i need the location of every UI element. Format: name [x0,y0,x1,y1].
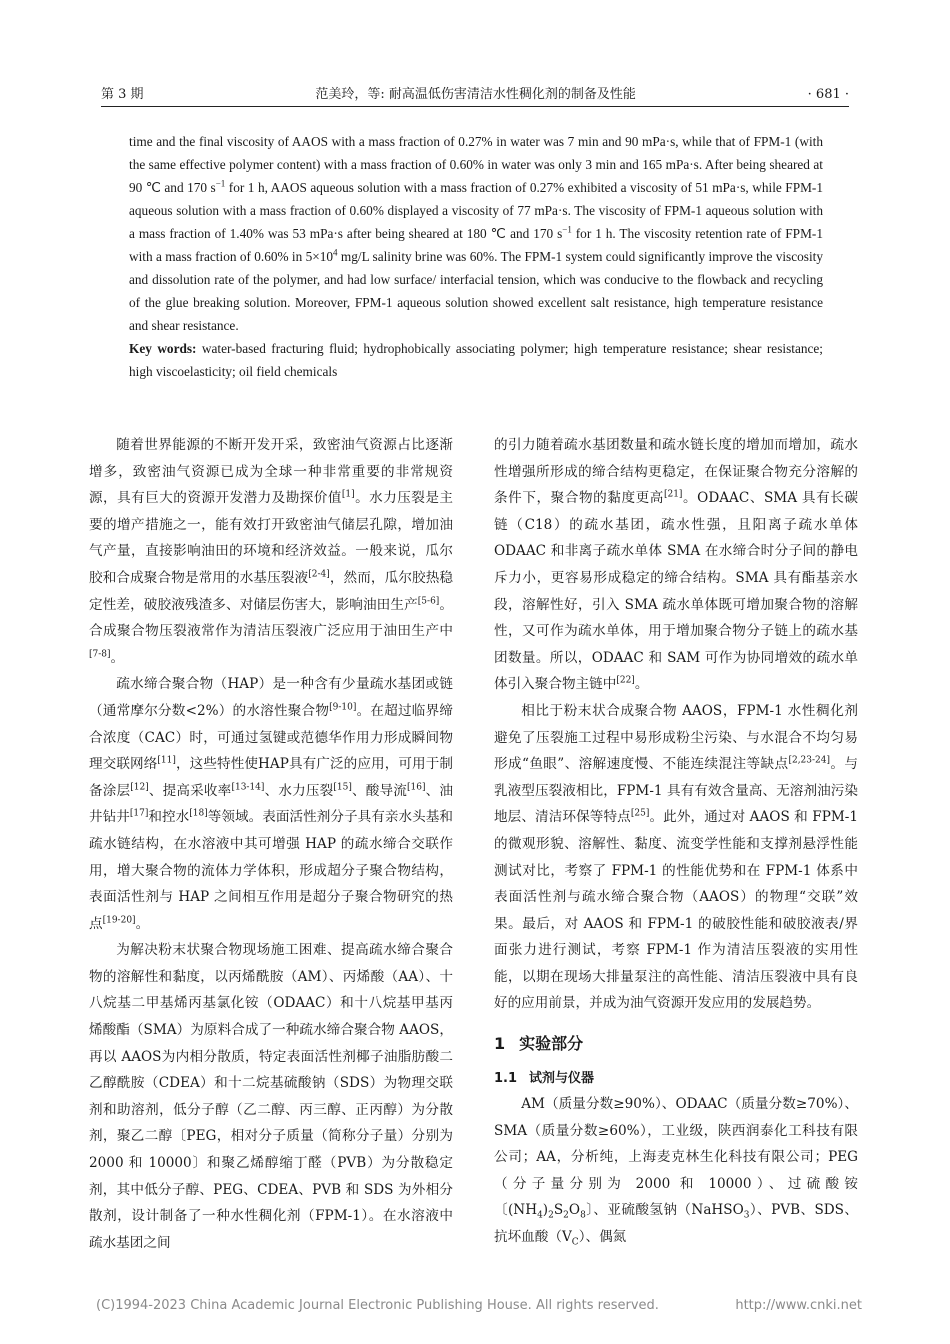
running-title: 范美玲，等: 耐高温低伤害清洁水性稠化剂的制备及性能 [315,87,636,102]
copyright-notice: (C)1994-2023 China Academic Journal Electronic Publishing House. All rights reserved. [96,1298,659,1313]
citation: [5-6] [417,596,440,607]
intro-paragraph-3-cont: 的引力随着疏水基团数量和疏水链长度的增加而增加，疏水性增强所形成的缔合结构更稳定，在保证聚合物充分溶解的条件下，聚合物的黏度更高[21]。ODAAC、SMA 具有长碳链（C18）的疏水基团，疏水性强，且阳离子疏水单体 ODAAC 和非离子疏水单体 SMA 在水缔合时分子间的静电斥力小，更容易形成稳定的缔合结构。SMA 具有酯基亲水段，溶解性好，引入 SMA 疏水单体既可增加聚合物的溶解性，又可作为疏水单体，用于增加聚合物分子链上的疏水基团数量。所以，ODAAC 和 SAM 可作为协同增效的疏水单体引入聚合物主链中[22]。 [494,437,858,693]
intro-paragraph-1: 随着世界能源的不断开发开采，致密油气资源占比逐渐增多，致密油气资源已成为全球一种非常重要的非常规资源，具有巨大的资源开发潜力及勘探价值[1]。水力压裂是主要的增产措施之一，能有效打开致密油气储层孔隙，增加油气产量，直接影响油田的环境和经济效益。一般来说，瓜尔胶和合成聚合物是常用的水基压裂液[2-4]，然而，瓜尔胶热稳定性差，破胶液残渣多、对储层伤害大，影响油田生产[5-6]。合成聚合物压裂液常作为清洁压裂液广泛应用于油田生产中[7-8]。 [89,437,454,666]
page-footer [96,1298,862,1313]
english-abstract [129,130,823,383]
citation: [18] [189,808,208,819]
citation: [12] [130,782,149,793]
running-header [101,76,849,107]
citation: [9-10] [329,702,357,713]
left-column [89,432,453,1256]
citation: [25] [630,808,650,819]
keywords: Key words: water-based fracturing fluid; hydrophobically associating polymer; high temperature resistance; shear resistance; high viscoelasticity; oil field chemicals [129,341,823,379]
citation: [7-8] [89,649,111,660]
subsection-heading: 1.1 试剂与仪器 [494,1071,595,1087]
cnki-link[interactable]: http://www.cnki.net [735,1298,862,1313]
citation: [21] [663,489,683,500]
intro-paragraph-2: 疏水缔合聚合物（HAP）是一种含有少量疏水基团或链（通常摩尔分数<2%）的水溶性聚合物[9-10]。在超过临界缔合浓度（CAC）时，可通过氢键或范德华作用力形成瞬间物理交联网络[11]，这些特性使HAP具有广泛的应用，可用于制备涂层[12]、提高采收率[13-14]、水力压裂[15]、酸导流[16]、油井钻井[17]和控水[18]等领域。表面活性剂分子具有亲水头基和疏水链结构，在水溶液中其可增强 HAP 的疏水缔合交联作用，增大聚合物的流体力学体积，形成超分子聚合物结构，表面活性剂与 HAP 之间相互作用是超分子聚合物研究的热点[19-20]。 [89,676,454,932]
citation: [17] [129,808,149,819]
citation: [2,23-24] [788,755,831,766]
citation: [16] [407,782,426,793]
citation: [22] [616,675,635,686]
reagents-paragraph: AM（质量分数≥90%）、ODAAC（质量分数≥70%）、SMA（质量分数≥60%），工业级，陕西润泰化工科技有限公司；AA，分析纯，上海麦克林生化科技有限公司；PEG（分子量分别为 2000 和 10000）、过硫酸铵〔$(NH_4)_2S_2O_8$〕、亚硫酸氢钠（NaHSO$_3$）、PVB、SDS、抗坏血酸$(V_C)$、偶氮 [494,1096,858,1248]
page-number: · 681 · [807,87,849,102]
intro-paragraph-4: 相比于粉末状合成聚合物 AAOS，FPM-1 水性稠化剂避免了压裂施工过程中易形成粉尘污染、与水混合不均匀易形成“鱼眼”、溶解速度慢、不能连续混注等缺点[2,23-24]。与乳液型压裂液相比，FPM-1 具有有效含量高、无溶剂油污染地层、清洁环保等特点[25]。此外，通过对 AAOS 和 FPM-1 的微观形貌、溶解性、黏度、流变学性能和支撑剂悬浮性能测试对比，考察了 FPM-1 的性能优势和在 FPM-1 体系中表面活性剂与疏水缔合聚合物（AAOS）的物理“交联”效果。最后，对 AAOS 和 FPM-1 的破胶性能和破胶液表/界面张力进行测试，考察 FPM-1 作为清洁压裂液的实用性能，以期在现场大排量泵注的高性能、清洁压裂液中具有良好的应用前景，并成为油气资源开发应用的发展趋势。 [494,702,859,1012]
right-column [494,432,858,1251]
section-heading: 1 实验部分 [494,1034,584,1054]
citation: [2-4] [308,569,330,580]
citation: [13-14] [231,782,265,793]
intro-paragraph-3: 为解决粉末状聚合物现场施工困难、提高疏水缔合聚合物的溶解性和黏度，以丙烯酰胺（AM）、丙烯酸（AA）、十八烷基二甲基烯丙基氯化铵（ODAAC）和十八烷基甲基丙烯酸酯（SMA）为原料合成了一种疏水缔合聚合物 AAOS，再以 AAOS为内相分散质，特定表面活性剂椰子油脂肪酸二乙醇酰胺（CDEA）和十二烷基硫酸钠（SDS）为物理交联剂和助溶剂，低分子醇（乙二醇、丙三醇、正丙醇）为分散剂，聚乙二醇〔PEG，相对分子质量（简称分子量）分别为 2000 和 10000〕和聚乙烯醇缩丁醛（PVB）为分散稳定剂，其中低分子醇、PEG、CDEA、PVB 和 SDS 为外相分散剂，设计制备了一种水性稠化剂（FPM-1）。在水溶液中疏水基团之间 [89,942,453,1251]
citation: [1] [341,489,355,500]
citation: [11] [157,755,176,766]
abstract-text: time and the final viscosity of AAOS with a mass fraction of 0.27% in water was 7 min and 90 mPa·s, while that of FPM-1 (with the same effective polymer content) with a mass fraction of 0.60% in water was only 3 min and 165 mPa·s. After being sheared at 90 ℃ and 170 $s^{-1}$ for 1 h, AAOS aqueous solution with a mass fraction of 0.27% exhibited a viscosity of 51 mPa·s, while FPM-1 aqueous solution with a mass fraction of 0.60% displayed a viscosity of 77 mPa·s. The viscosity of FPM-1 aqueous solution with a mass fraction of 1.40% was 53 mPa·s after being sheared at 180 ℃ and 170 $s^{-1}$ for 1 h. The viscosity retention rate of FPM-1 with a mass fraction of 0.60% in $5\times 10^4$ mg/L salinity brine was 60%. The FPM-1 system could significantly improve the viscosity and dissolution rate of the polymer, and had low surface/ interfacial tension, which was conducive to the flowback and recycling of the glue breaking solution. Moreover, FPM-1 aqueous solution showed excellent salt resistance, high temperature resistance and shear resistance. [129,134,823,333]
issue-label: 第 3 期 [101,87,144,102]
citation: [19-20] [102,915,136,926]
citation: [15] [333,782,352,793]
keywords-label: Key words: [129,341,197,356]
